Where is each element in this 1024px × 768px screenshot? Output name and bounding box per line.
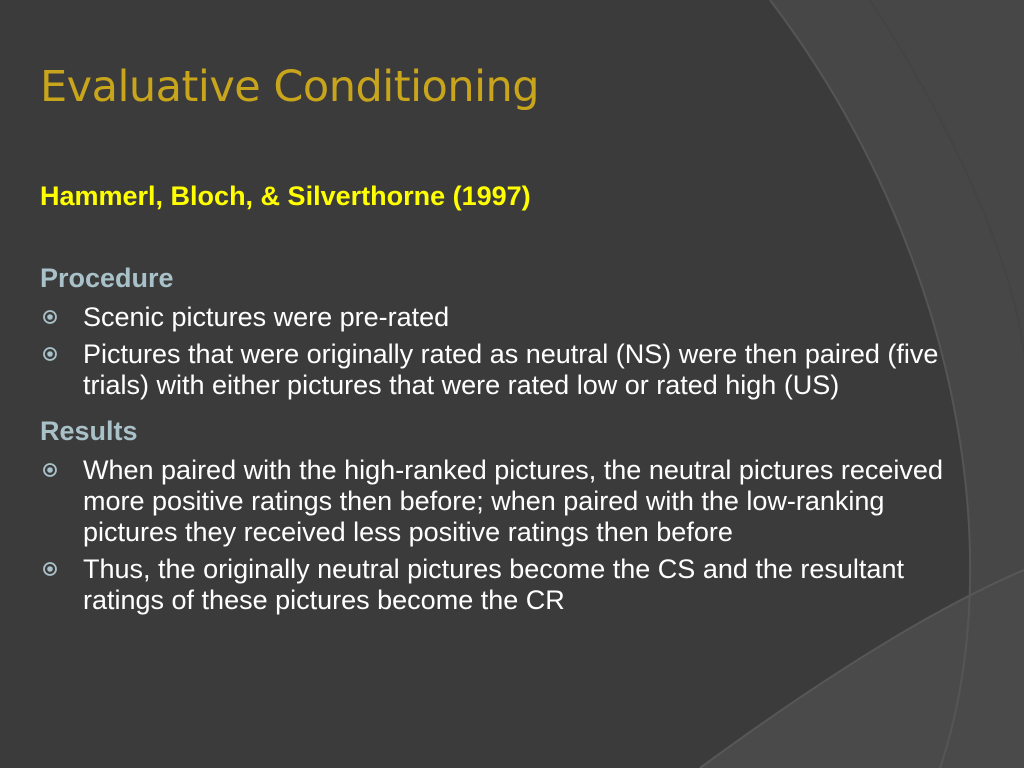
bullet-text: When paired with the high-ranked pictures, the neutral pictures received more positive ratings then before; when paired with the low-ranking pictures they received less positive ratings then before [83, 455, 943, 547]
procedure-bullet-list [40, 302, 970, 401]
circle-dot-icon [42, 462, 58, 478]
slide-content [40, 262, 970, 622]
bullet-item [40, 339, 970, 401]
bullet-text: Scenic pictures were pre-rated [83, 302, 450, 332]
circle-dot-icon [42, 309, 58, 325]
circle-dot-icon [42, 561, 58, 577]
circle-dot-icon [42, 346, 58, 362]
bullet-item [40, 554, 970, 616]
bullet-text: Thus, the originally neutral pictures become the CS and the resultant ratings of these pictures become the CR [83, 554, 904, 615]
section-heading-procedure: Procedure [40, 263, 174, 293]
slide-subtitle: Hammerl, Bloch, & Silverthorne (1997) [40, 181, 531, 211]
bullet-item [40, 455, 970, 548]
section-heading-results: Results [40, 416, 138, 446]
bullet-item [40, 302, 970, 333]
results-bullet-list [40, 455, 970, 616]
bullet-text: Pictures that were originally rated as neutral (NS) were then paired (five trials) with either pictures that were rated low or rated high (US) [83, 339, 939, 400]
slide-title: Evaluative Conditioning [40, 62, 540, 112]
